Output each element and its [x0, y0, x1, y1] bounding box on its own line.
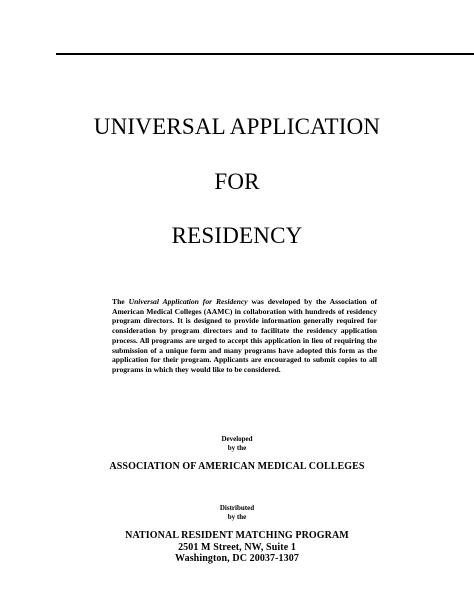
distributed-by-label: by the [227, 513, 247, 521]
intro-body: was developed by the Association of American Medical Colleges (AAMC) in collaboration with hundreds of residency program directors. It is designed to provide information generally required for consideration by program directors and to facilitate the residency application process. All programs are urged to accept this application in lieu of requiring the submission of a unique form and many programs have adopted this form as the application for their program. Applicants are encouraged to submit copies to all programs in which they would like to be considered. [112, 297, 377, 374]
intro-paragraph [112, 297, 377, 375]
title-line-1: UNIVERSAL APPLICATION [93, 114, 381, 139]
top-horizontal-rule [56, 53, 474, 55]
distributor-address-line-2: Washington, DC 20037-1307 [175, 553, 299, 564]
distributed-label: Distributed [219, 504, 255, 512]
distributor-organization: NATIONAL RESIDENT MATCHING PROGRAM [125, 530, 349, 541]
intro-lead: The [112, 297, 125, 306]
title-line-2: FOR [214, 169, 260, 194]
distributor-address-line-1: 2501 M Street, NW, Suite 1 [178, 542, 296, 553]
developed-label: Developed [221, 435, 253, 443]
developed-by-label: by the [227, 444, 247, 452]
developer-organization: ASSOCIATION OF AMERICAN MEDICAL COLLEGES [109, 461, 365, 472]
intro-emphasis: Universal Application for Residency [128, 297, 248, 306]
title-line-3: RESIDENCY [171, 223, 303, 248]
